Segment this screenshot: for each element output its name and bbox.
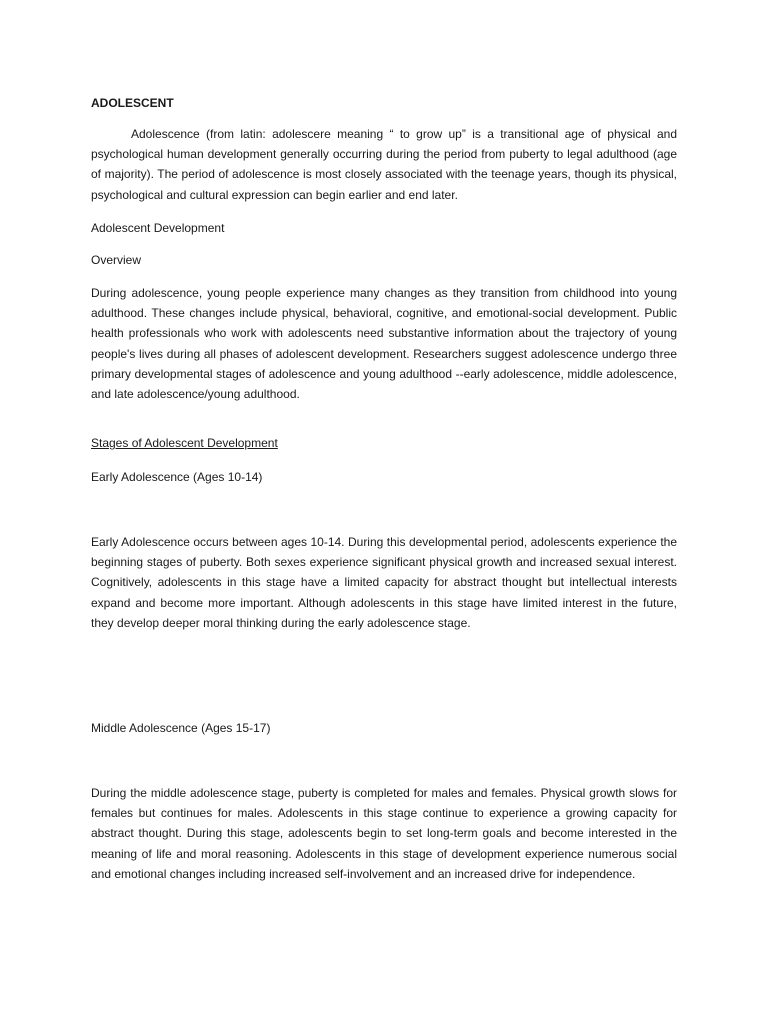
overview-heading: Overview xyxy=(91,253,142,267)
middle-adolescence-heading: Middle Adolescence (Ages 15-17) xyxy=(91,721,271,735)
intro-paragraph: Adolescence (from latin: adolescere meaning “ to grow up” is a transitional age of physical and psychological human development generally occurring during the period from puberty to legal adulthood (age of majority). The period of adolescence is most closely associated with the teenage years, though its physical, psychological and cultural expression can begin earlier and end later. xyxy=(91,127,677,202)
stages-heading: Stages of Adolescent Development xyxy=(91,436,278,450)
early-adolescence-heading: Early Adolescence (Ages 10-14) xyxy=(91,470,263,484)
overview-paragraph: During adolescence, young people experience many changes as they transition from childhood into young adulthood. These changes include physical, behavioral, cognitive, and emotional-social development. Public health professionals who work with adolescents need substantive information about the trajectory of young people's lives during all phases of adolescent development. Researchers suggest adolescence undergo three primary developmental stages of adolescence and young adulthood --early adolescence, middle adolescence, and late adolescence/young adulthood. xyxy=(91,286,677,402)
early-adolescence-paragraph: Early Adolescence occurs between ages 10-14. During this developmental period, adolescents experience the beginning stages of puberty. Both sexes experience significant physical growth and increased sexual interest. Cognitively, adolescents in this stage have a limited capacity for abstract thought but intellectual interests expand and become more important. Although adolescents in this stage have limited interest in the future, they develop deeper moral thinking during the early adolescence stage. xyxy=(91,535,677,630)
document-title: ADOLESCENT xyxy=(91,96,174,110)
section-heading: Adolescent Development xyxy=(91,221,225,235)
middle-adolescence-paragraph: During the middle adolescence stage, puberty is completed for males and females. Physical growth slows for females but continues for males. Adolescents in this stage continue to experience a growing capacity for abstract thought. During this stage, adolescents begin to set long-term goals and become interested in the meaning of life and moral reasoning. Adolescents in this stage of development experience numerous social and emotional changes including increased self-involvement and an increased drive for independence. xyxy=(91,786,677,881)
